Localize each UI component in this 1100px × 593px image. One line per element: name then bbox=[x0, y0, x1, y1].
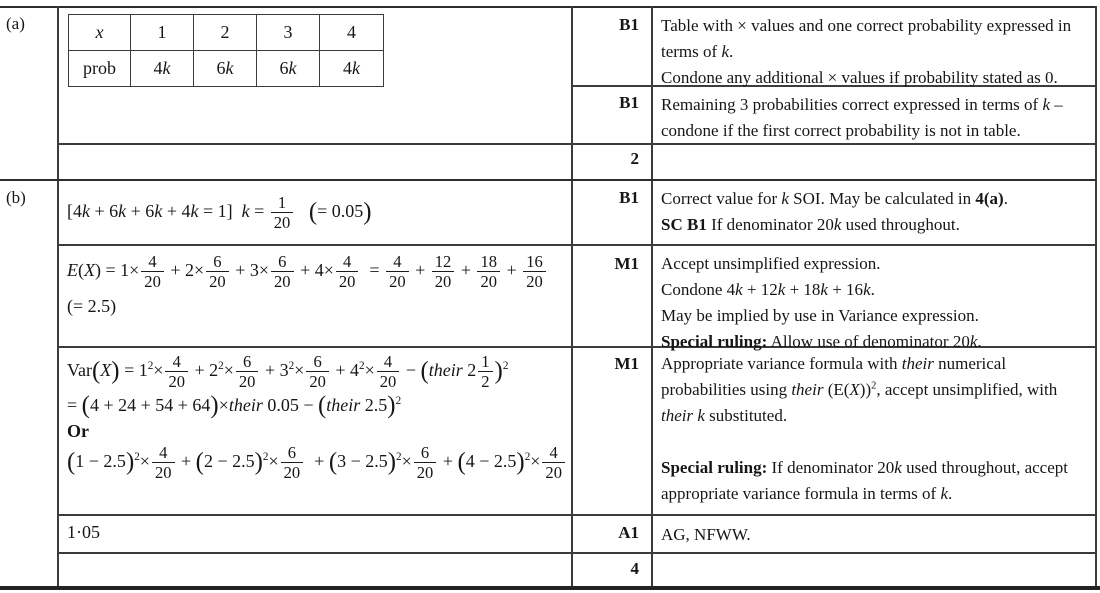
prob-table bbox=[68, 14, 384, 87]
working-final-answer: 1·05 bbox=[67, 522, 100, 542]
comment-a-row2: Remaining 3 probabilities correct expressed in terms of k – condone if the first correct probability is not in table. bbox=[661, 95, 1063, 140]
working-k-equation: [4k + 6k + 6k + 4k = 1] k = $\frac{1}{20}$ (= 0.05) bbox=[67, 193, 372, 233]
comment-b-row4: AG, NFWW. bbox=[661, 525, 751, 544]
comment-b-row3: Appropriate variance formula with their numerical probabilities using their $(E(X))^2$, accept unsimplified, with their k substituted. Special ruling: If denominator 20k used throughout, accept appropriate variance formula in terms of k. bbox=[661, 354, 1068, 503]
row-divider-b4-btotal bbox=[57, 552, 1096, 554]
prob-table-cell: 2 bbox=[194, 15, 257, 51]
mark-b-row2: M1 bbox=[614, 254, 639, 273]
mark-b-row3: M1 bbox=[614, 354, 639, 373]
mark-b-total: 4 bbox=[630, 559, 639, 578]
prob-table-cell: 6k bbox=[194, 51, 257, 87]
table-top-border bbox=[0, 6, 1096, 8]
working-expectation bbox=[67, 253, 548, 317]
prob-table-cell-x: x bbox=[69, 15, 131, 51]
prob-table-cell: 4 bbox=[320, 15, 384, 51]
prob-table-cell: 3 bbox=[257, 15, 320, 51]
section-divider-a-b bbox=[0, 179, 1096, 181]
prob-table-cell: 1 bbox=[131, 15, 194, 51]
part-b-label: (b) bbox=[6, 188, 26, 207]
mark-b-row4: A1 bbox=[618, 523, 639, 542]
variance-equation: $Var(X) = 1^2\times$ $\frac{4}{20}$ + $2^2\times$ $\frac{6}{20}$ + $3^2\times$ $\frac{6}{20}$ + $4^2\times$ $\frac{4}{20}$ − (their 2 $\frac{1}{2}$ )$^2$ bbox=[67, 352, 509, 392]
mark-column-right-divider bbox=[651, 6, 653, 587]
mark-a-total: 2 bbox=[630, 149, 639, 168]
row-divider-b3-b4 bbox=[57, 514, 1096, 516]
comment-b-row2: Accept unsimplified expression. Condone 4k + 12k + 18k + 16k. May be implied by use in Variance expression. Special ruling: Allow use of denominator 20k. bbox=[661, 254, 982, 351]
prob-table-prob-row bbox=[69, 51, 384, 87]
mark-a-row2: B1 bbox=[619, 93, 639, 112]
comment-b-row1: Correct value for k SOI. May be calculated in 4(a). SC B1 If denominator 20k used throughout. bbox=[661, 189, 1008, 234]
prob-table-cell: 6k bbox=[257, 51, 320, 87]
expectation-equation: E(X) = 1× $\frac{4}{20}$ + 2× $\frac{6}{20}$ + 3× $\frac{6}{20}$ + 4× $\frac{4}{20}$ = $\frac{4}{20}$ + $\frac{12}{20}$ + $\frac{18}{20}$ + $\frac{16}{20}$ bbox=[67, 253, 548, 291]
prob-table-cell: 4k bbox=[320, 51, 384, 87]
variance-or-label: Or bbox=[67, 420, 89, 441]
prob-table-cell-prob: prob bbox=[69, 51, 131, 87]
mark-a-row1: B1 bbox=[619, 15, 639, 34]
working-variance bbox=[67, 353, 567, 481]
variance-simplified: = (4 + 24 + 54 + 64)×their 0.05 − (their 2.5)$^2$ bbox=[67, 391, 402, 419]
variance-alternative: $(1 - 2.5)^2\times$ $\frac{4}{20}$ + $(2 - 2.5)^2\times$ $\frac{6}{20}$ + $(3 - 2.5)^2\times$ $\frac{6}{20}$ + $(4 - 2.5)^2\times$ $\frac{4}{20}$ bbox=[67, 444, 567, 482]
comment-a-row1: Table with × values and one correct probability expressed in terms of k. Condone any additional × values if probability stated as 0. bbox=[661, 16, 1072, 87]
expectation-result: (= 2.5) bbox=[67, 295, 117, 316]
row-divider-b1-b2 bbox=[57, 244, 1096, 246]
part-a-label: (a) bbox=[6, 14, 25, 33]
part-column-divider bbox=[57, 6, 59, 587]
prob-table-cell: 4k bbox=[131, 51, 194, 87]
mark-b-row1: B1 bbox=[619, 188, 639, 207]
table-bottom-border bbox=[0, 586, 1100, 590]
prob-table-header-row bbox=[69, 15, 384, 51]
